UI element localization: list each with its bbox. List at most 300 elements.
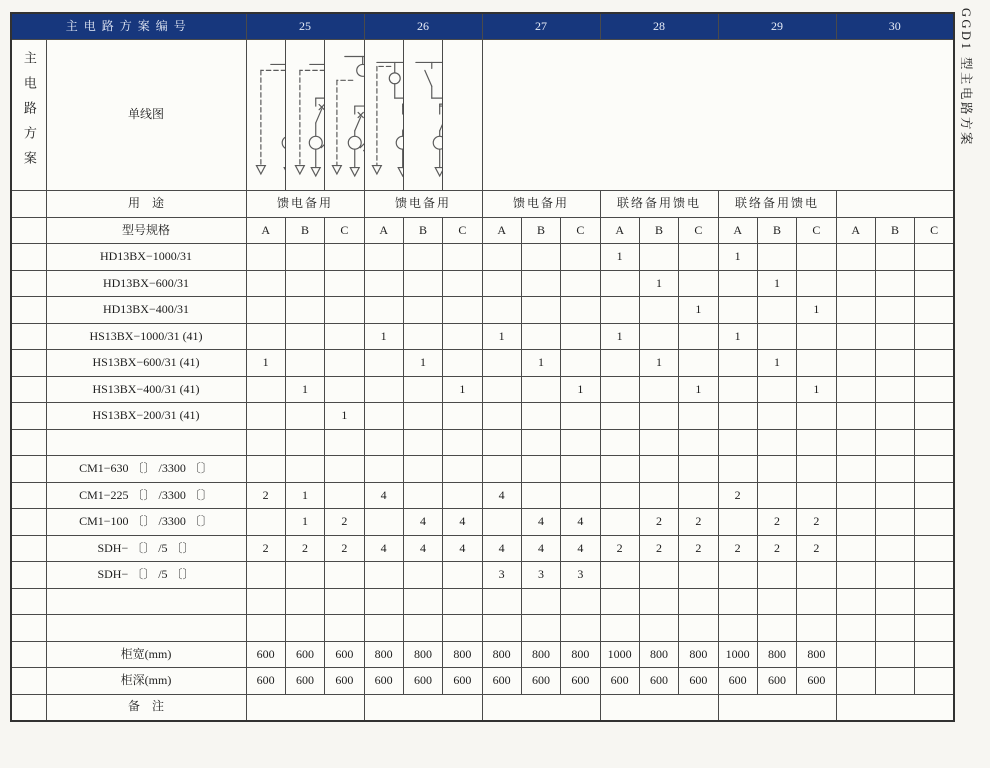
value-cell	[718, 403, 757, 430]
value-cell	[364, 615, 403, 642]
value-cell	[875, 668, 914, 695]
value-cell: 2	[797, 535, 836, 562]
model-row-label	[46, 429, 246, 456]
value-cell	[679, 562, 718, 589]
model-row-label: CM1−100 〔〕 /3300 〔〕	[46, 509, 246, 536]
left-margin-cell	[11, 270, 46, 297]
value-cell: 600	[639, 668, 678, 695]
value-cell	[285, 323, 324, 350]
value-cell	[639, 456, 678, 483]
value-cell	[246, 376, 285, 403]
value-cell: 2	[679, 535, 718, 562]
value-cell	[718, 562, 757, 589]
value-cell: 4	[443, 535, 482, 562]
value-cell	[561, 456, 600, 483]
value-cell: 2	[797, 509, 836, 536]
left-margin-cell	[11, 191, 46, 218]
value-cell	[600, 270, 639, 297]
left-margin-cell	[11, 297, 46, 324]
value-cell	[915, 482, 954, 509]
model-row-label: SDH− 〔〕 /5 〔〕	[46, 562, 246, 589]
value-cell	[757, 429, 796, 456]
value-cell	[521, 270, 560, 297]
value-cell: 600	[679, 668, 718, 695]
phase-header-cell: C	[915, 217, 954, 244]
value-cell	[797, 588, 836, 615]
value-cell	[325, 615, 364, 642]
value-cell	[600, 350, 639, 377]
left-margin-cell	[11, 562, 46, 589]
value-cell: 1	[482, 323, 521, 350]
value-cell	[836, 403, 875, 430]
value-cell: 4	[561, 509, 600, 536]
value-cell	[915, 456, 954, 483]
value-cell	[285, 350, 324, 377]
value-cell	[797, 323, 836, 350]
usage-cell	[836, 191, 954, 218]
value-cell	[285, 403, 324, 430]
value-cell: 1	[718, 323, 757, 350]
remark-cell	[364, 694, 482, 721]
scheme-number-26: 26	[364, 13, 482, 40]
value-cell	[600, 482, 639, 509]
value-cell	[915, 562, 954, 589]
value-cell	[915, 270, 954, 297]
value-cell	[797, 456, 836, 483]
value-cell	[246, 244, 285, 271]
value-cell	[836, 350, 875, 377]
value-cell	[915, 244, 954, 271]
value-cell	[521, 429, 560, 456]
value-cell: 1	[679, 297, 718, 324]
value-cell	[836, 429, 875, 456]
value-cell	[875, 297, 914, 324]
single-line-diagram-28	[365, 40, 404, 190]
value-cell	[718, 429, 757, 456]
value-cell	[718, 297, 757, 324]
value-cell: 1	[325, 403, 364, 430]
single-line-diagram-cell-28	[364, 40, 403, 191]
spec-row-label: 型号规格	[46, 217, 246, 244]
value-cell	[836, 615, 875, 642]
value-cell	[915, 668, 954, 695]
value-cell	[718, 509, 757, 536]
value-cell	[875, 456, 914, 483]
model-row-label: CM1−630 〔〕 /3300 〔〕	[46, 456, 246, 483]
value-cell	[679, 429, 718, 456]
value-cell: 800	[443, 641, 482, 668]
value-cell: 2	[639, 509, 678, 536]
value-cell	[600, 429, 639, 456]
value-cell	[403, 615, 442, 642]
single-line-diagram-29	[404, 40, 443, 190]
value-cell	[797, 350, 836, 377]
value-cell	[443, 482, 482, 509]
value-cell	[797, 615, 836, 642]
value-cell	[246, 588, 285, 615]
value-cell	[325, 297, 364, 324]
left-margin-cell	[11, 244, 46, 271]
model-row-label: SDH− 〔〕 /5 〔〕	[46, 535, 246, 562]
value-cell	[757, 562, 796, 589]
value-cell	[561, 482, 600, 509]
value-cell	[915, 615, 954, 642]
left-margin-cell	[11, 403, 46, 430]
value-cell	[836, 509, 875, 536]
value-cell	[443, 456, 482, 483]
phase-header-cell: A	[836, 217, 875, 244]
value-cell: 1	[639, 350, 678, 377]
value-cell: 2	[679, 509, 718, 536]
value-cell	[757, 244, 796, 271]
value-cell	[561, 403, 600, 430]
value-cell	[482, 403, 521, 430]
value-cell: 3	[561, 562, 600, 589]
main-circuit-vertical-label-cell	[11, 40, 46, 191]
value-cell	[639, 562, 678, 589]
value-cell	[403, 244, 442, 271]
table-header	[11, 13, 954, 40]
value-cell	[561, 615, 600, 642]
value-cell: 600	[246, 641, 285, 668]
value-cell	[836, 456, 875, 483]
value-cell	[364, 562, 403, 589]
value-cell	[679, 482, 718, 509]
value-cell	[875, 376, 914, 403]
value-cell	[285, 562, 324, 589]
phase-header-cell: A	[364, 217, 403, 244]
phase-header-cell: B	[875, 217, 914, 244]
single-line-diagram-cell-29	[403, 40, 442, 191]
value-cell	[836, 562, 875, 589]
value-cell: 4	[403, 509, 442, 536]
value-cell	[639, 482, 678, 509]
value-cell	[561, 588, 600, 615]
value-cell	[325, 482, 364, 509]
value-cell	[364, 588, 403, 615]
value-cell	[600, 562, 639, 589]
phase-header-cell: B	[757, 217, 796, 244]
value-cell: 800	[797, 641, 836, 668]
value-cell	[718, 456, 757, 483]
value-cell	[836, 588, 875, 615]
value-cell: 4	[521, 535, 560, 562]
value-cell	[875, 588, 914, 615]
usage-cell: 馈电备用	[246, 191, 364, 218]
value-cell: 800	[521, 641, 560, 668]
value-cell: 600	[285, 641, 324, 668]
value-cell: 800	[561, 641, 600, 668]
single-line-diagram-cell-30	[443, 40, 482, 191]
value-cell	[915, 588, 954, 615]
left-margin-cell	[11, 217, 46, 244]
value-cell	[285, 456, 324, 483]
value-cell	[718, 615, 757, 642]
scheme-number-25: 25	[246, 13, 364, 40]
value-cell: 4	[482, 535, 521, 562]
value-cell	[757, 482, 796, 509]
value-cell: 1	[757, 270, 796, 297]
value-cell	[639, 403, 678, 430]
value-cell: 800	[639, 641, 678, 668]
value-cell	[325, 270, 364, 297]
value-cell	[443, 562, 482, 589]
left-margin-cell	[11, 456, 46, 483]
value-cell	[443, 350, 482, 377]
value-cell	[364, 270, 403, 297]
value-cell	[521, 588, 560, 615]
value-cell	[836, 482, 875, 509]
value-cell: 600	[757, 668, 796, 695]
value-cell: 4	[364, 535, 403, 562]
model-row-label: HS13BX−400/31 (41)	[46, 376, 246, 403]
value-cell: 1	[757, 350, 796, 377]
phase-header-cell: A	[246, 217, 285, 244]
value-cell: 1	[285, 376, 324, 403]
value-cell	[521, 297, 560, 324]
value-cell	[757, 615, 796, 642]
value-cell: 2	[325, 509, 364, 536]
value-cell	[482, 615, 521, 642]
value-cell	[364, 297, 403, 324]
value-cell: 600	[718, 668, 757, 695]
value-cell	[364, 403, 403, 430]
value-cell: 1	[797, 297, 836, 324]
value-cell: 1	[443, 376, 482, 403]
value-cell	[600, 456, 639, 483]
remark-cell	[600, 694, 718, 721]
value-cell	[285, 297, 324, 324]
value-cell	[521, 456, 560, 483]
value-cell	[875, 562, 914, 589]
value-cell: 1	[679, 376, 718, 403]
value-cell: 1	[246, 350, 285, 377]
value-cell: 600	[561, 668, 600, 695]
value-cell	[639, 297, 678, 324]
phase-header-cell: C	[561, 217, 600, 244]
value-cell	[325, 323, 364, 350]
value-cell	[718, 588, 757, 615]
value-cell	[246, 509, 285, 536]
value-cell	[443, 615, 482, 642]
value-cell	[285, 270, 324, 297]
value-cell	[443, 403, 482, 430]
value-cell	[757, 403, 796, 430]
phase-header-cell: B	[639, 217, 678, 244]
value-cell: 2	[757, 509, 796, 536]
value-cell: 1	[521, 350, 560, 377]
scheme-number-29: 29	[718, 13, 836, 40]
value-cell	[679, 615, 718, 642]
value-cell	[521, 376, 560, 403]
value-cell	[521, 323, 560, 350]
usage-cell: 馈电备用	[482, 191, 600, 218]
value-cell	[561, 270, 600, 297]
model-row-label: HS13BX−1000/31 (41)	[46, 323, 246, 350]
value-cell	[797, 562, 836, 589]
value-cell	[836, 244, 875, 271]
value-cell	[875, 244, 914, 271]
value-cell	[836, 668, 875, 695]
value-cell	[875, 615, 914, 642]
phase-header-cell: B	[521, 217, 560, 244]
value-cell	[403, 588, 442, 615]
value-cell: 4	[561, 535, 600, 562]
value-cell: 600	[443, 668, 482, 695]
value-cell	[521, 615, 560, 642]
value-cell: 1	[797, 376, 836, 403]
value-cell	[325, 244, 364, 271]
value-cell	[521, 403, 560, 430]
phase-header-cell: C	[443, 217, 482, 244]
remark-cell	[246, 694, 364, 721]
value-cell	[364, 244, 403, 271]
phase-header-cell: A	[482, 217, 521, 244]
value-cell	[246, 403, 285, 430]
value-cell	[285, 615, 324, 642]
value-cell: 2	[718, 482, 757, 509]
value-cell	[561, 244, 600, 271]
model-row-label: HS13BX−200/31 (41)	[46, 403, 246, 430]
value-cell: 600	[285, 668, 324, 695]
left-margin-cell	[11, 323, 46, 350]
left-margin-cell	[11, 350, 46, 377]
value-cell	[679, 350, 718, 377]
value-cell: 1	[403, 350, 442, 377]
value-cell	[836, 641, 875, 668]
value-cell	[915, 429, 954, 456]
value-cell: 2	[718, 535, 757, 562]
value-cell	[836, 535, 875, 562]
scheme-number-28: 28	[600, 13, 718, 40]
value-cell: 1	[718, 244, 757, 271]
value-cell	[600, 509, 639, 536]
value-cell	[482, 588, 521, 615]
value-cell	[443, 588, 482, 615]
value-cell	[915, 535, 954, 562]
value-cell: 1	[364, 323, 403, 350]
value-cell: 2	[325, 535, 364, 562]
model-row-label: HD13BX−600/31	[46, 270, 246, 297]
value-cell	[600, 297, 639, 324]
value-cell	[639, 244, 678, 271]
value-cell	[679, 244, 718, 271]
value-cell	[875, 482, 914, 509]
value-cell	[757, 323, 796, 350]
value-cell: 1	[285, 482, 324, 509]
value-cell: 800	[757, 641, 796, 668]
value-cell	[639, 323, 678, 350]
value-cell	[403, 270, 442, 297]
single-line-diagram-27	[325, 40, 364, 190]
value-cell	[797, 244, 836, 271]
usage-cell: 联络备用馈电	[718, 191, 836, 218]
value-cell	[364, 509, 403, 536]
value-cell	[915, 403, 954, 430]
left-margin-cell	[11, 482, 46, 509]
value-cell: 2	[246, 535, 285, 562]
value-cell: 600	[600, 668, 639, 695]
remark-cell	[482, 694, 600, 721]
value-cell	[246, 615, 285, 642]
value-cell	[679, 588, 718, 615]
value-cell	[718, 376, 757, 403]
value-cell	[403, 456, 442, 483]
value-cell	[482, 350, 521, 377]
value-cell: 4	[403, 535, 442, 562]
value-cell	[639, 376, 678, 403]
left-margin-cell	[11, 535, 46, 562]
value-cell	[718, 350, 757, 377]
value-cell	[403, 562, 442, 589]
remark-cell	[836, 694, 954, 721]
value-cell	[600, 376, 639, 403]
value-cell	[325, 376, 364, 403]
value-cell	[403, 297, 442, 324]
value-cell	[561, 323, 600, 350]
value-cell	[836, 323, 875, 350]
value-cell	[561, 429, 600, 456]
value-cell	[403, 403, 442, 430]
value-cell	[443, 244, 482, 271]
value-cell	[364, 429, 403, 456]
value-cell	[915, 376, 954, 403]
phase-header-cell: A	[600, 217, 639, 244]
left-margin-cell	[11, 694, 46, 721]
phase-header-cell: A	[718, 217, 757, 244]
value-cell	[679, 270, 718, 297]
value-cell	[718, 270, 757, 297]
value-cell	[325, 588, 364, 615]
value-cell	[482, 297, 521, 324]
value-cell	[364, 456, 403, 483]
value-cell: 1	[561, 376, 600, 403]
value-cell	[285, 588, 324, 615]
value-cell	[875, 350, 914, 377]
value-cell	[364, 376, 403, 403]
value-cell	[757, 376, 796, 403]
value-cell	[797, 403, 836, 430]
phase-header-cell: C	[797, 217, 836, 244]
value-cell	[364, 350, 403, 377]
model-row-label	[46, 615, 246, 642]
value-cell	[482, 244, 521, 271]
value-cell	[482, 270, 521, 297]
value-cell	[521, 482, 560, 509]
value-cell	[836, 270, 875, 297]
value-cell: 3	[521, 562, 560, 589]
value-cell: 800	[364, 641, 403, 668]
value-cell	[521, 244, 560, 271]
usage-cell: 馈电备用	[364, 191, 482, 218]
value-cell	[639, 588, 678, 615]
value-cell: 600	[797, 668, 836, 695]
model-row-label: CM1−225 〔〕 /3300 〔〕	[46, 482, 246, 509]
main-circuit-scheme-table	[10, 12, 955, 722]
value-cell: 1	[600, 323, 639, 350]
value-cell	[246, 429, 285, 456]
value-cell: 3	[482, 562, 521, 589]
value-cell	[403, 429, 442, 456]
value-cell	[246, 456, 285, 483]
value-cell	[403, 323, 442, 350]
scheme-number-30: 30	[836, 13, 954, 40]
value-cell: 4	[521, 509, 560, 536]
model-row-label: 柜深(mm)	[46, 668, 246, 695]
value-cell	[915, 323, 954, 350]
left-margin-cell	[11, 376, 46, 403]
model-row-label: 柜宽(mm)	[46, 641, 246, 668]
